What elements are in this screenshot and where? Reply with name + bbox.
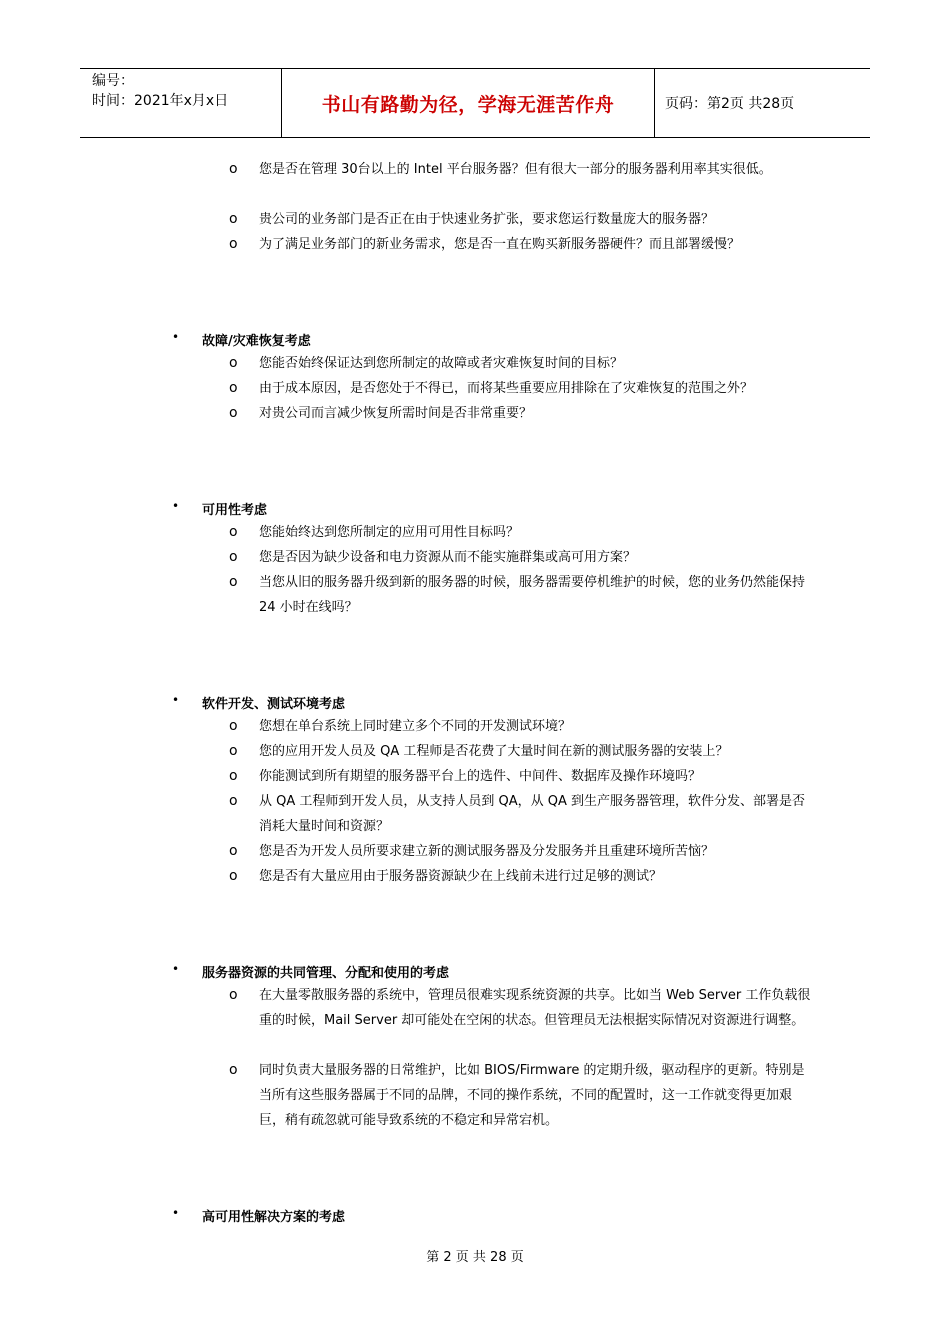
sub-bullet-icon: o (229, 1062, 238, 1078)
list-item-text: 您是否有大量应用由于服务器资源缺少在上线前未进行过足够的测试？ (259, 869, 663, 884)
list-item-text: 在大量零散服务器的系统中，管理员很难实现系统资源的共享。比如当 Web Server 工作负载很重的时候，Mail Server 却可能处在空闲的状态。但管理员无法根据实际情况对资源进行调整。 (259, 988, 811, 1028)
list-item-text: 你能测试到所有期望的服务器平台上的选件、中间件、数据库及操作环境吗？ (259, 769, 702, 784)
sub-bullet-icon: o (229, 355, 238, 371)
list-item (229, 520, 814, 545)
list-item (229, 764, 814, 789)
list-item (229, 789, 814, 839)
list-item (229, 839, 814, 864)
sub-bullet-icon: o (229, 768, 238, 784)
list-item (229, 351, 814, 376)
list-item (229, 864, 814, 889)
list-item-text: 您的应用开发人员及 QA 工程师是否花费了大量时间在新的测试服务器的安装上？ (259, 744, 729, 759)
sub-bullet-icon: o (229, 524, 238, 540)
bullet-icon: • (172, 1206, 180, 1220)
section-title: 故障/灾难恢复考虑 (202, 334, 311, 349)
list-item (229, 157, 814, 182)
sub-bullet-icon: o (229, 161, 238, 177)
list-item (229, 739, 814, 764)
bullet-icon: • (172, 962, 180, 976)
section-title: 服务器资源的共同管理、分配和使用的考虑 (202, 966, 450, 981)
list-item-text: 贵公司的业务部门是否正在由于快速业务扩张，要求您运行数量庞大的服务器？ (259, 212, 715, 227)
section-title: 可用性考虑 (202, 503, 268, 518)
list-item-text: 您是否在管理 30台以上的 Intel 平台服务器？但有很大一部分的服务器利用率其实很低。 (259, 162, 772, 177)
list-item-text: 当您从旧的服务器升级到新的服务器的时候，服务器需要停机维护的时候，您的业务仍然能保持 24 小时在线吗？ (259, 575, 806, 615)
sub-bullet-icon: o (229, 405, 238, 421)
list-item (229, 401, 814, 426)
section-title: 软件开发、测试环境考虑 (202, 697, 346, 712)
section-title: 高可用性解决方案的考虑 (202, 1210, 346, 1225)
list-item-text: 为了满足业务部门的新业务需求，您是否一直在购买新服务器硬件？而且部署缓慢？ (259, 237, 741, 252)
list-item-text: 您是否为开发人员所要求建立新的测试服务器及分发服务并且重建环境所苦恼？ (259, 844, 715, 859)
sub-bullet-icon: o (229, 380, 238, 396)
sub-bullet-icon: o (229, 718, 238, 734)
page-footer: 第 2 页 共 28 页 (426, 1250, 524, 1265)
number-label: 编号： (92, 73, 134, 89)
page-header (80, 68, 870, 138)
bullet-icon: • (172, 330, 180, 344)
sub-bullet-icon: o (229, 236, 238, 252)
time-label: 时间：2021年x月x日 (92, 93, 229, 109)
sub-bullet-icon: o (229, 868, 238, 884)
sub-bullet-icon: o (229, 843, 238, 859)
sub-bullet-icon: o (229, 574, 238, 590)
list-item (229, 714, 814, 739)
list-item (229, 232, 814, 257)
list-item-text: 您是否因为缺少设备和电力资源从而不能实施群集或高可用方案？ (259, 550, 637, 565)
list-item (229, 376, 814, 401)
sub-bullet-icon: o (229, 211, 238, 227)
list-item (229, 570, 814, 620)
bullet-icon: • (172, 499, 180, 513)
sub-bullet-icon: o (229, 793, 238, 809)
list-item-text: 您想在单台系统上同时建立多个不同的开发测试环境？ (259, 719, 572, 734)
list-item-text: 由于成本原因，是否您处于不得已，而将某些重要应用排除在了灾难恢复的范围之外？ (259, 381, 754, 396)
list-item (229, 983, 814, 1033)
sub-bullet-icon: o (229, 549, 238, 565)
sub-bullet-icon: o (229, 743, 238, 759)
list-item (229, 1058, 814, 1133)
motto: 书山有路勤为径，学海无涯苦作舟 (282, 69, 655, 137)
bullet-icon: • (172, 693, 180, 707)
list-item (229, 545, 814, 570)
list-item-text: 从 QA 工程师到开发人员，从支持人员到 QA，从 QA 到生产服务器管理，软件分发、部署是否消耗大量时间和资源？ (259, 794, 806, 834)
list-item (229, 207, 814, 232)
page-code: 页码：第2页 共28页 (665, 96, 795, 112)
header-left-cell (80, 69, 282, 137)
list-item-text: 您能否始终保证达到您所制定的故障或者灾难恢复时间的目标？ (259, 356, 624, 371)
sub-bullet-icon: o (229, 987, 238, 1003)
list-item-text: 同时负责大量服务器的日常维护，比如 BIOS/Firmware 的定期升级，驱动程序的更新。特别是当所有这些服务器属于不同的品牌，不同的操作系统，不同的配置时，这一工作就变得更加艰巨，稍有疏忽就可能导致系统的不稳定和异常宕机。 (259, 1063, 805, 1128)
list-item-text: 对贵公司而言减少恢复所需时间是否非常重要？ (259, 406, 533, 421)
list-item-text: 您能始终达到您所制定的应用可用性目标吗？ (259, 525, 520, 540)
